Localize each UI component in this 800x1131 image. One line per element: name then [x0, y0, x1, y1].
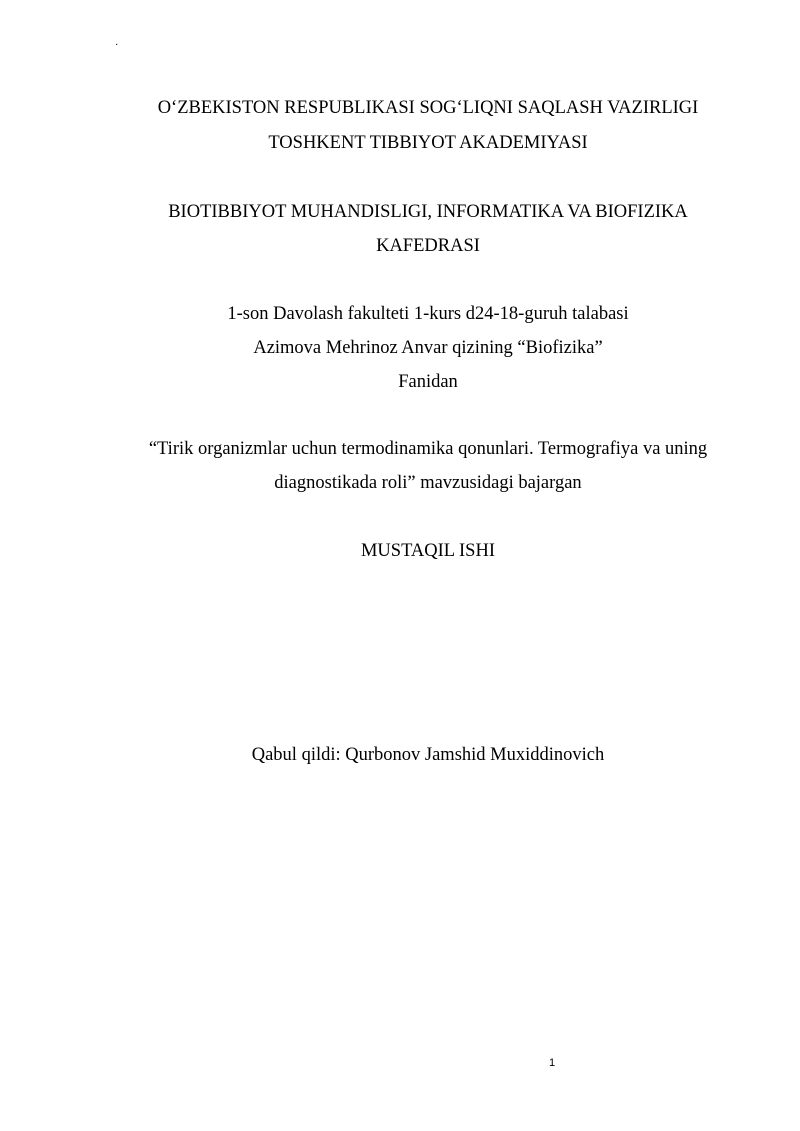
topic-line2: diagnostikada roli” mavzusidagi bajargan — [274, 473, 582, 493]
department-title-line1: BIOTIBBIYOT MUHANDISLIGI, INFORMATIKA VA BIOFIZIKA — [168, 202, 688, 222]
student-info-line2: Azimova Mehrinoz Anvar qizining “Biofizika” — [253, 338, 603, 358]
corner-mark: · — [115, 40, 119, 51]
accepted-by: Qabul qildi: Qurbonov Jamshid Muxiddinovich — [251, 745, 605, 765]
ministry-title: O‘ZBEKISTON RESPUBLIKASI SOG‘LIQNI SAQLASH VAZIRLIGI — [157, 98, 699, 118]
academy-title: TOSHKENT TIBBIYOT AKADEMIYASI — [268, 133, 588, 153]
department-title-line2: KAFEDRASI — [376, 236, 480, 256]
student-info-line1: 1-son Davolash fakulteti 1-kurs d24-18-guruh talabasi — [227, 304, 629, 324]
topic-line1: “Tirik organizmlar uchun termodinamika qonunlari. Termografiya va uning — [148, 439, 708, 459]
student-info-line3: Fanidan — [398, 372, 458, 392]
work-type-title: MUSTAQIL ISHI — [360, 541, 495, 561]
page-number: 1 — [548, 1057, 556, 1069]
